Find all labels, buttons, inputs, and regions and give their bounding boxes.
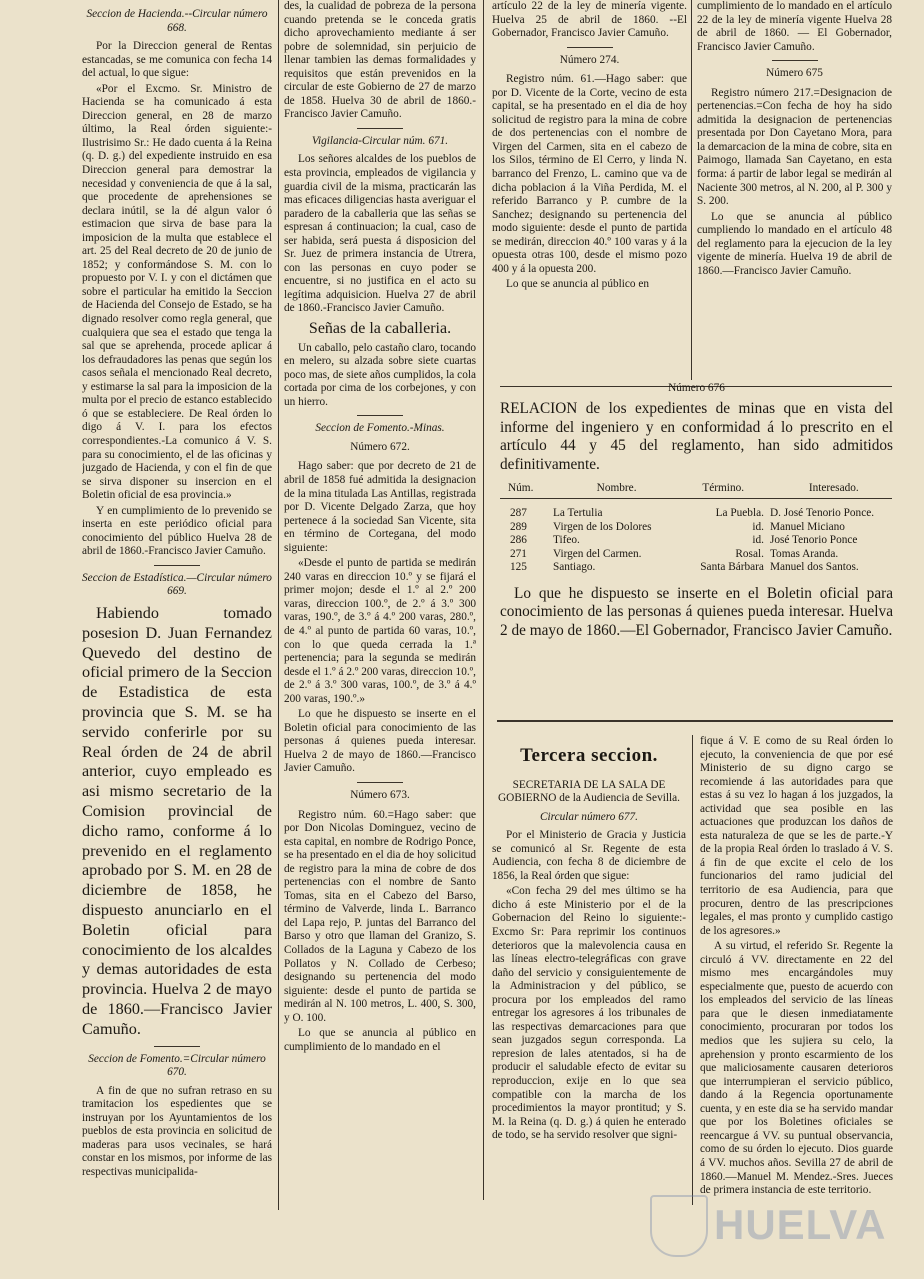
column-1 [82, 0, 272, 1181]
column-3 [492, 0, 687, 380]
paragraph: A su virtud, el referido Sr. Regente la circuló á VV. directamente en 22 del mismo mes encargándoles muy especialmente que, puesto de acuerdo con los empleados del servicio de las líneas para que le diesen inmediatamente conocimiento, procuraran por todos los medios que les sujiera su celo, la aprehension y pronto escarmiento de los que maliciosamente causaren deterioros que interrumpieran el servicio público, dando á la Regencia oportunamente cuenta, y en este dia se ha servido mandar que por los Boletines oficiales se reencargue á VV. su puntual observancia, como de su órden lo ejecuto. Dios guarde á VV. muchos años. Sevilla 27 de abril de 1860.—Manuel M. Mendez.-Sres. Jueces de primera instancia de este territorio. [700, 940, 893, 1197]
row-num: 286 [510, 534, 527, 547]
section-title: SECRETARIA DE LA SALA DE GOBIERNO de la Audiencia de Sevilla. [498, 778, 680, 805]
row-name: Tifeo. [552, 534, 580, 547]
row-num: 287 [510, 507, 527, 519]
column-rule [483, 380, 484, 1200]
shield-icon [650, 1195, 708, 1257]
paragraph: Y en cumplimiento de lo prevenido se inserta en este periódico oficial para conocimiento del público Huelva 28 de abril de 1860.-Francisco Javier Camuño. [82, 504, 272, 558]
paragraph: Lo que se anuncia al público en cumplimiento de lo mandado en el [284, 1027, 476, 1053]
header-int: Interesado. [808, 482, 859, 494]
paragraph: Los señores alcaldes de los pueblos de esta provincia, empleados de vigilancia y guardia civil de la misma, practicarán las mas eficaces diligencias hasta averiguar el paradero de la caballeria que las señas se espresan á continuacion; la cual, caso de ser habida, será puesta á disposicion del Sr. Juez de primera instancia de Utrera, con las personas en cuyo poder se encuentre, si no justifica en el acto su legítima adquisicion. Huelva 27 de abril de 1860.-Francisco Javier Camuño. [284, 153, 476, 315]
section-rule [497, 720, 893, 722]
circular-number: Circular número 677. [539, 810, 638, 823]
row-term: Santa Bárbara [700, 561, 764, 574]
table-row [500, 534, 893, 548]
table-row [500, 548, 893, 562]
table-header [500, 482, 893, 494]
paragraph: Registro núm. 61.—Hago saber: que por D. Vicente de la Corte, vecino de esta capital, se ha presentado en el dia de hoy solicitud de registro para la mina de cobre de dos pertenencias con el nombre de Virgen del Carmen, sita en el cabezo de los Silos, término de El Cerro, y linda N. barranco del Frenzo, L. camino que va de dicha poblacion á la Viña Perdida, M. el referido Barranco y P. cumbre de la Sanchez; designando su pertenencia del modo siguiente: desde el punto de partida se medirán, direccion 40.º 100 varas y á la opuesta otras 100, desde el mismo pozo 400 y á la opuesta 200. [492, 73, 687, 275]
table-row [500, 561, 893, 575]
paragraph: Registro núm. 60.=Hago saber: que por Don Nicolas Dominguez, vecino de esta capital, en nombre de Rodrigo Ponce, se ha presentado en el dia de hoy solicitud de registro para la mina de cobre de dos pertenencias con el nombre de Santo Tomas, sita en el Cabezo del Barso, término de Valverde, linda L. Barranco del Lapa rejo, P. juntas del Barranco del Barso y otro que llaman del Granizo, S. Collados de la Laguna y Cabezo de los Pollatos y N. Collado de Cerbeso; designando su pertenencia del modo siguiente: desde el punto de partida se medirán al N. 100 metros, L. 400, S. 300, y O. 100. [284, 808, 476, 1024]
divider [357, 415, 403, 416]
row-num: 125 [510, 561, 527, 574]
section-heading: Tercera seccion. [520, 745, 658, 766]
watermark-text: HUELVA [714, 1201, 887, 1248]
notice-number: Número 675 [766, 67, 823, 80]
archive-watermark [650, 1195, 890, 1255]
row-name: La Tertulia [552, 507, 603, 519]
paragraph: des, la cualidad de pobreza de la persona cuando pretenda se le conceda gratis dicho aprovechamiento mediante á ser pobre de solemnidad, sin perjuicio de llenar tambien las demas formalidades y requisitos que están prevenidos en la circular de este Gobierno de 27 de marzo de 1858. Huelva 30 de abril de 1860.-Francisco Javier Camuño. [284, 0, 476, 121]
section-title: Seccion de Estadística.—Circular número 669. [82, 571, 272, 598]
column-4 [697, 0, 892, 380]
paragraph: artículo 22 de la ley de minería vigente. Huelva 25 de abril de 1860. --El Gobernador, Francisco Javier Camuño. [492, 0, 687, 40]
section-title: Seccion de Fomento.-Minas. [315, 422, 445, 435]
divider [154, 1046, 200, 1047]
paragraph: A fin de que no sufran retraso en su tramitacion los espedientes que se instruyan por los Ayuntamientos de los pueblos de esta provincia en solicitud de maderas para usos vecinales, se hará constar en los mismos, por informe de las respectivas municipalida- [82, 1084, 272, 1178]
row-interested: D. José Tenorio Ponce. [769, 507, 875, 519]
paragraph: cumplimiento de lo mandado en el artículo 22 de la ley de minería vigente Huelva 28 de abril de 1860. — El Gobernador, Francisco Javier Camuño. [697, 0, 892, 53]
paragraph: «Desde el punto de partida se medirán 240 varas en direccion 10.º y se fijará el primer mojon; desde el 1.º al 2.º 200 varas, direccion 100.º, de 2.º á 3.º 300 varas, 190.º, de 3.º á 4.º 200 varas, 280.º, de 4.º al punto de partida 60 varas, 10.º, con lo que queda cerrada la 1.ª pertenencia; para la segunda se medirán desde el 1.º á 2.º 200 varas, direccion 10.º, de 2.º á 3.º 300 varas, 100.º, de 3.º á 4.º 200 varas, 190.º.» [284, 557, 476, 705]
paragraph: Hago saber: que por decreto de 21 de abril de 1858 fué admitida la designacion de la mina titulada Las Antillas, registrada por D. Vicente Delgado Zarza, que hoy pertenece á la sociedad San Vicente, sita en término de Cortegana, del modo siguiente: [284, 460, 476, 554]
column-4-bottom [700, 735, 893, 1200]
divider [357, 128, 403, 129]
relation-heading: RELACION de los expedientes de minas que en vista del informe del ingeniero y en conformidad á lo prescrito en el artículo 44 y 45 del reglamento, han sido admitidos definitivamente. [500, 400, 893, 473]
table-row [500, 507, 893, 521]
row-name: Virgen de los Dolores [552, 520, 652, 533]
column-2 [284, 0, 476, 1056]
row-interested: Manuel Miciano [769, 520, 845, 533]
column-rule [278, 0, 279, 1210]
row-term: id. [752, 534, 764, 547]
column-rule [691, 0, 692, 380]
paragraph: «Con fecha 29 del mes último se ha dicho á este Ministerio por el de la Gobernacion del Reino lo siguiente:-Excmo Sr: Para reprimir los continuos deterioros que la malevolencia causa en las líneas electro-telegráficas con grave daño del servicio y consiguientemente de la Administracion y del público, se procura por los empleados del ramo entregar los agresores á los tribunales de las respectivas demarcaciones para que sean juzgados segun corresponda. La represion de lales atentados, si ha de producir el saludable efecto de evitar su reproduccion, exije en lo que sea compatible con la marcha de los procedimientos la mayor prontitud; y S. M. la Reina (q. D. g.) á quien he enterado de todo, se ha servido resolver que signi- [492, 885, 686, 1142]
section-title: Seccion de Hacienda.--Circular número 668. [86, 8, 268, 34]
table-rule [500, 498, 892, 499]
paragraph: «Por el Excmo. Sr. Ministro de Hacienda se ha comunicado á esta Direccion general, en 28 de marzo último, la Real órden siguiente:-Ilustrisimo Sr.: He dado cuenta á la Reina (q. D. g.) del expediente instruido en esa Direccion general para demostrar la necesidad y conveniencia de que á la sal, que procedente de aprehensiones se declara inútil, se la dé algun valor ó estimacion que sirva de base para la imposicion de la multa que establece el art. 25 del Real decreto de 20 de junio de 1852; y conformándose S. M. con lo propuesto por V. I. y con el dictámen que sobre el particular ha emitido la Seccion de Hacienda del Consejo de Estado, se ha dignado resolver como regla general, que cualquiera que sea el estado que tenga la sal que se aprehenda, procede aplicar á los defraudadores las penas que según los casos señala el mencionado Real decreto, y estimarse la sal para la imposicion de la multa por el precio de estanco establecido ó que se estableciere. De Real órden lo digo á V. I. para los efectos correspondientes.-La comunico á V. S. para su conocimiento, el de las oficinas y juzgado de Hacienda, y con el fin de que se sirva disponer su insercion en el Boletin oficial de esa provincia.» [82, 82, 272, 502]
column-rule [483, 0, 484, 380]
row-interested: Tomas Aranda. [769, 547, 839, 560]
column-rule [692, 735, 693, 1205]
paragraph: Registro número 217.=Designacion de pertenencias.=Con fecha de hoy ha sido admitida la designacion de pertenencias presentada por Don Cayetano Mora, para la demarcacion de la mina de cobre, sita en Paimogo, llamada San Cayetano, en esta forma: á partir de labor legal se medirán al Naciente 300 metros, al N. 200, al P. 300 y S. 200. [697, 86, 892, 208]
notice-number: Número 672. [350, 440, 410, 453]
paragraph: Por el Ministerio de Gracia y Justicia se comunicó al Sr. Regente de esta Audiencia, con fecha 8 de diciembre de 1856, la Real órden que sigue: [492, 829, 686, 882]
section-title: Seccion de Fomento.=Circular número 670. [88, 1052, 266, 1079]
divider [357, 782, 403, 783]
header-name: Nombre. [596, 482, 637, 494]
row-name: Santiago. [552, 561, 596, 574]
paragraph: Lo que se anuncia al público cumpliendo lo mandado en el artículo 48 del reglamento para la ejecucion de la ley vigente de minería. Huelva 19 de abril de 1860.—Francisco Javier Camuño. [697, 210, 892, 277]
paragraph: Lo que he dispuesto se inserte en el Boletin oficial para conocimiento de las personas á quienes pueda interesar. Huelva 2 de mayo de 1860.—Francisco Javier Camuño. [284, 708, 476, 775]
row-num: 271 [510, 547, 527, 560]
row-term: id. [752, 520, 764, 533]
row-term: Rosal. [735, 547, 764, 560]
paragraph: fique á V. E como de su Real órden lo ejecuto, la conveniencia de que por esé Ministerio de su digno cargo se recomiende á las autoridades para que estas á su vez lo hagan á los juzgados, la actividad que sea posible en las actuaciones que produzcan los daños de esta naturaleza de que se les de parte.-Y de la propia Real órden lo traslado á V. S. á fin de que excite el celo de los funcionarios del ramo judicial del territorio de esa Audiencia, para que procuren, dentro de las prescripciones legales, el mas pronto y cumplido castigo de los agresores.» [700, 735, 893, 937]
notice-number: Número 676 [668, 382, 725, 394]
header-term: Término. [702, 482, 745, 494]
paragraph: Lo que se anuncia al público en [506, 278, 650, 291]
tercera-seccion-column [492, 735, 686, 1145]
notice-676 [500, 382, 893, 640]
paragraph: Habiendo tomado posesion D. Juan Fernandez Quevedo del destino de oficial primero de la Seccion de Estadistica de esta provincia que S. M. se ha servido conferirle por su Real órden de 24 de abril anterior, cuyo empleado es asi mismo secretario de la Comision provincial de dicho ramo, conforme á lo prevenido en el reglamento aprobado por S. M. en 28 de diciembre de 1858, he dispuesto anunciarlo en el Boletin oficial para conocimiento de los alcaldes y demas autoridades de esta provincia. Huelva 2 de mayo de 1860.—Francisco Javier Camuño. [82, 603, 272, 1038]
divider [772, 60, 818, 61]
table-row [500, 521, 893, 535]
paragraph: Lo que he dispuesto se inserte en el Boletin oficial para conocimiento de las personas á quienes pueda interesar. Huelva 2 de mayo de 1860.—El Gobernador, Francisco Javier Camuño. [500, 584, 893, 639]
notice-number: Número 673. [350, 788, 410, 801]
paragraph: Un caballo, pelo castaño claro, tocando en melero, su alzada sobre siete cuartas poco mas, de siete años cumplidos, la cola cortada por cima de los corbejones, y con un hierro. [284, 341, 476, 408]
row-num: 289 [510, 520, 527, 533]
header-num: Núm. [508, 482, 534, 494]
notice-number: Número 274. [559, 53, 620, 66]
section-title: Vigilancia-Circular núm. 671. [311, 134, 449, 147]
row-name: Virgen del Carmen. [552, 547, 642, 560]
section-heading: Señas de la caballeria. [308, 320, 452, 338]
row-interested: Manuel dos Santos. [769, 561, 859, 574]
divider [567, 47, 613, 48]
divider [154, 565, 200, 566]
row-interested: José Tenorio Ponce [769, 534, 858, 547]
paragraph: Por la Direccion general de Rentas estancadas, se me comunica con fecha 14 del actual, lo que sigue: [82, 40, 272, 80]
table-body [500, 507, 893, 575]
row-term: La Puebla. [715, 507, 764, 519]
